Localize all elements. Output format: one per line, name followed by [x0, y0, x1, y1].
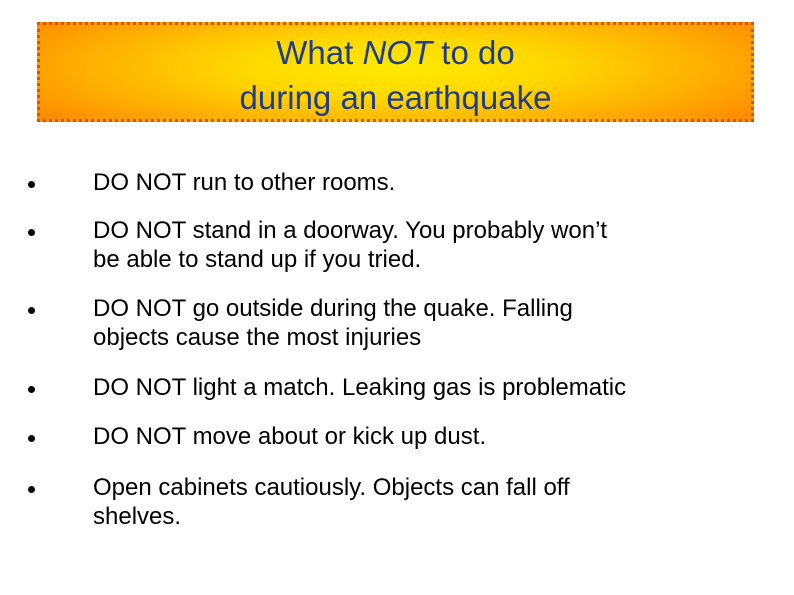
title-part-to-do: to do — [432, 34, 515, 71]
title-part-what: What — [276, 34, 363, 71]
bullet-dot-icon — [28, 386, 35, 393]
title-banner — [37, 22, 754, 122]
title-line-2: during an earthquake — [239, 79, 552, 116]
bullet-text: Open cabinets cautiously. Objects can fall off shelves. — [93, 474, 570, 530]
bullet-text: DO NOT stand in a doorway. You probably won’t be able to stand up if you tried. — [93, 217, 608, 273]
bullet-dot-icon — [28, 486, 35, 493]
bullet-dot-icon — [28, 307, 35, 314]
bullet-text: DO NOT light a match. Leaking gas is problematic — [93, 374, 627, 401]
bullet-text: DO NOT move about or kick up dust. — [93, 423, 487, 450]
bullet-dot-icon — [28, 435, 35, 442]
title-line-1 — [40, 30, 751, 75]
bullet-text: DO NOT run to other rooms. — [93, 169, 396, 196]
bullet-dot-icon — [28, 181, 35, 188]
bullet-dot-icon — [28, 229, 35, 236]
bullet-text: DO NOT go outside during the quake. Falling objects cause the most injuries — [93, 295, 573, 351]
title-part-not: NOT — [362, 34, 433, 71]
slide-title — [40, 30, 751, 120]
